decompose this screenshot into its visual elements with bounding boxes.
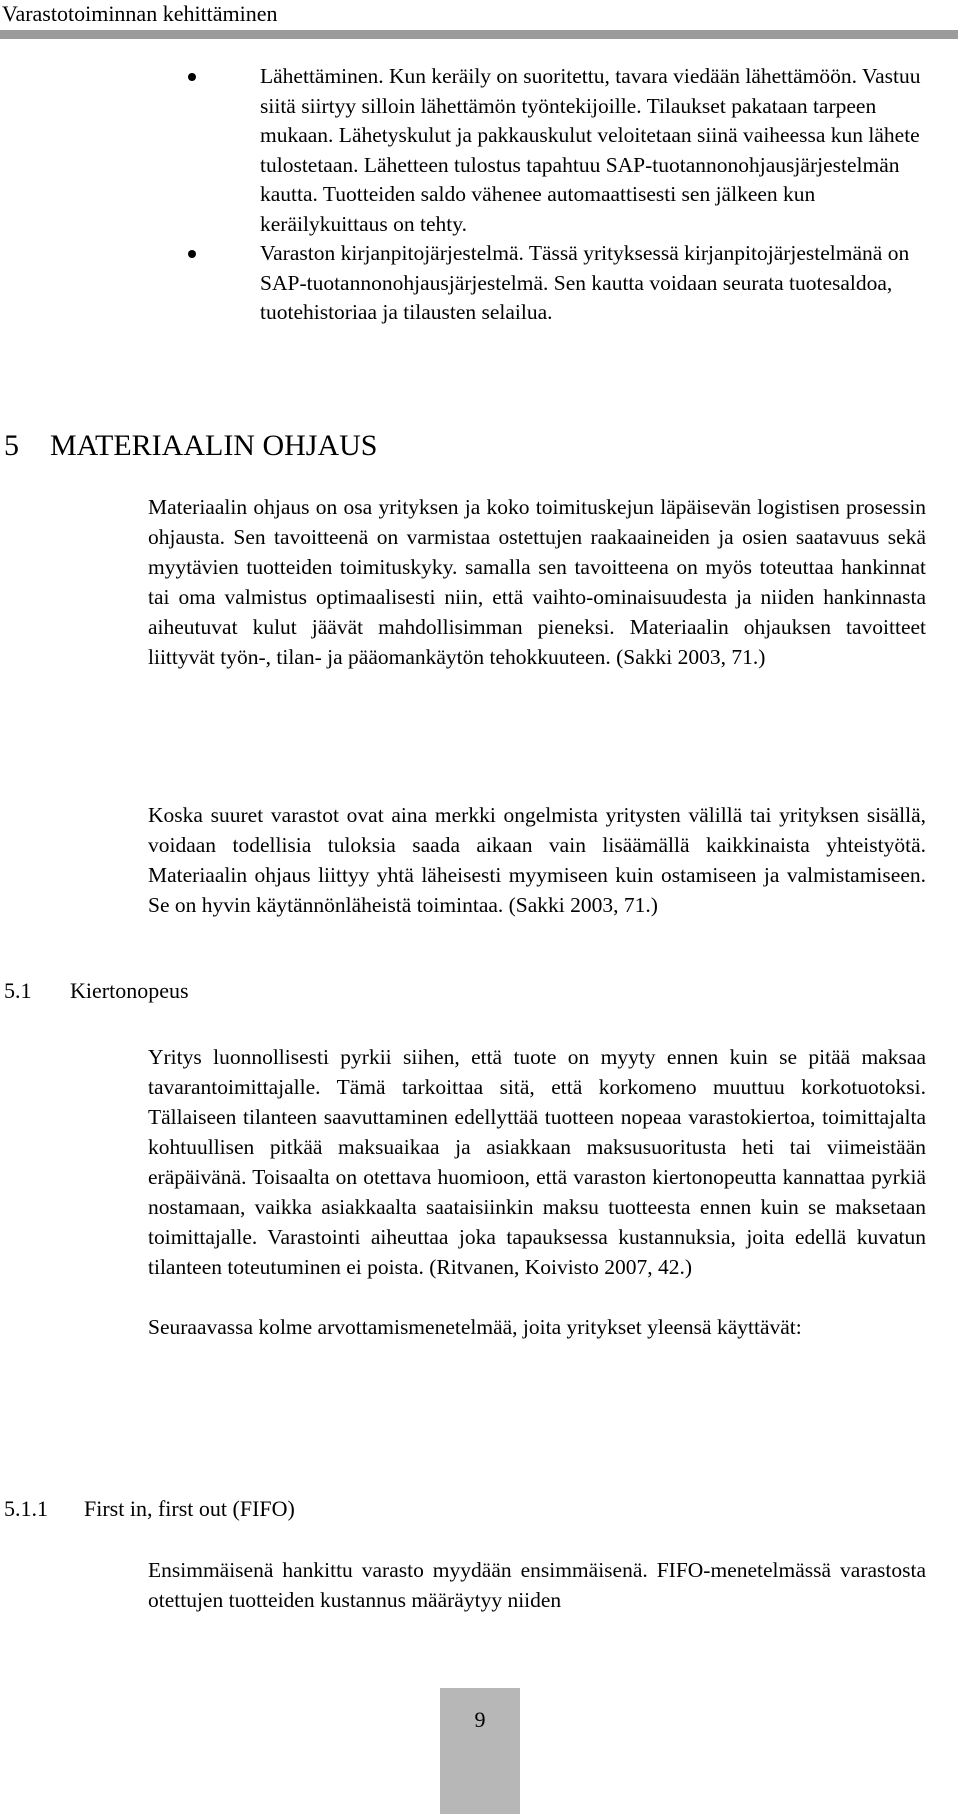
bullet-list [188, 62, 938, 328]
paragraph: Ensimmäisenä hankittu varasto myydään ensimmäisenä. FIFO-menetelmässä varastosta otettujen tuotteiden kustannus määräytyy niiden [148, 1558, 926, 1612]
page-number-box [440, 1688, 520, 1814]
list-item-text: Lähettäminen. Kun keräily on suoritettu, tavara viedään lähettämöön. Vastuu siitä siirtyy silloin lähettämön työntekijoille. Tilaukset pakataan tarpeen mukaan. Lähetyskulut ja pakkauskulut veloitetaan siinä vaiheessa kun lähete tulostetaan. Lähetteen tulostus tapahtuu SAP-tuotannonohjausjärjestelmän kautta. Tuotteiden saldo vähenee automaattisesti sen jälkeen kun keräilykuittaus on tehty. [260, 64, 921, 236]
section-number: 5.1.1 [4, 1496, 48, 1521]
section-number: 5 [4, 429, 19, 462]
list-item-text: Varaston kirjanpitojärjestelmä. Tässä yrityksessä kirjanpitojärjestelmänä on SAP-tuotannonohjausjärjestelmä. Sen kautta voidaan seurata tuotesaldoa, tuotehistoriaa ja tilausten selailua. [260, 241, 910, 324]
section-heading-5-1 [4, 977, 189, 1005]
list-item [188, 62, 938, 239]
paragraph: Materiaalin ohjaus on osa yrityksen ja koko toimituskejun läpäisevän logistisen prosessin ohjausta. Sen tavoitteenä on varmistaa ostettujen raakaaineiden ja osien saatavuus sekä myytävien tuotteiden toimituskyky. samalla sen tavoitteena on myös toteuttaa hankinnat tai oma valmistus optimaalisesti niin, että vaihto-ominaisuudesta ja niiden hankinnasta aiheutuvat kulut jäävät mahdollisimman pieneksi. Materiaalin ohjauksen tavoitteet liittyvät työn-, tilan- ja pääomankäytön tehokkuuteen. (Sakki 2003, 71.) [148, 495, 926, 669]
section-title: MATERIAALIN OHJAUS [50, 429, 378, 462]
list-item [188, 239, 938, 328]
header-rule [0, 30, 958, 39]
bullet-icon [188, 250, 196, 258]
running-header-title: Varastotoiminnan kehittäminen [2, 1, 278, 26]
bullet-icon [188, 73, 196, 81]
paragraph: Seuraavassa kolme arvottamismenetelmää, joita yritykset yleensä käyttävät: [148, 1315, 802, 1339]
section-heading-5 [4, 428, 378, 464]
paragraph: Koska suuret varastot ovat aina merkki ongelmista yritysten välillä tai yrityksen sisällä, voidaan todellisia tuloksia saada aikaan vain lisäämällä kaikkinaista yhteistyötä. Materiaalin ohjaus liittyy yhtä läheisesti myymiseen kuin ostamiseen ja valmistamiseen. Se on hyvin käytännönläheistä toimintaa. (Sakki 2003, 71.) [148, 803, 926, 917]
section-title: Kiertonopeus [70, 978, 189, 1003]
section-number: 5.1 [4, 978, 32, 1003]
paragraph: Yritys luonnollisesti pyrkii siihen, että tuote on myyty ennen kuin se pitää maksaa tavarantoimittajalle. Tämä tarkoittaa sitä, että korkomeno muuttuu korkotuotoksi. Tällaiseen tilanteen saavuttaminen edellyttää tuotteen nopeaa varastokiertoa, toimittajalta kohtuullisen pitkää maksuaikaa ja asiakkaan maksusuoritusta heti tai viimeistään eräpäivänä. Toisaalta on otettava huomioon, että varaston kiertonopeutta kannattaa pyrkiä nostamaan, vaikka asiakkaalta saataisiinkin maksu tuotteesta ennen kuin se maksetaan toimittajalle. Varastointi aiheuttaa joka tapauksessa kustannuksia, joita edellä kuvatun tilanteen toteutuminen ei poista. (Ritvanen, Koivisto 2007, 42.) [148, 1045, 926, 1279]
page-number: 9 [474, 1707, 486, 1732]
section-heading-5-1-1 [4, 1495, 295, 1523]
section-title: First in, first out (FIFO) [84, 1496, 295, 1521]
